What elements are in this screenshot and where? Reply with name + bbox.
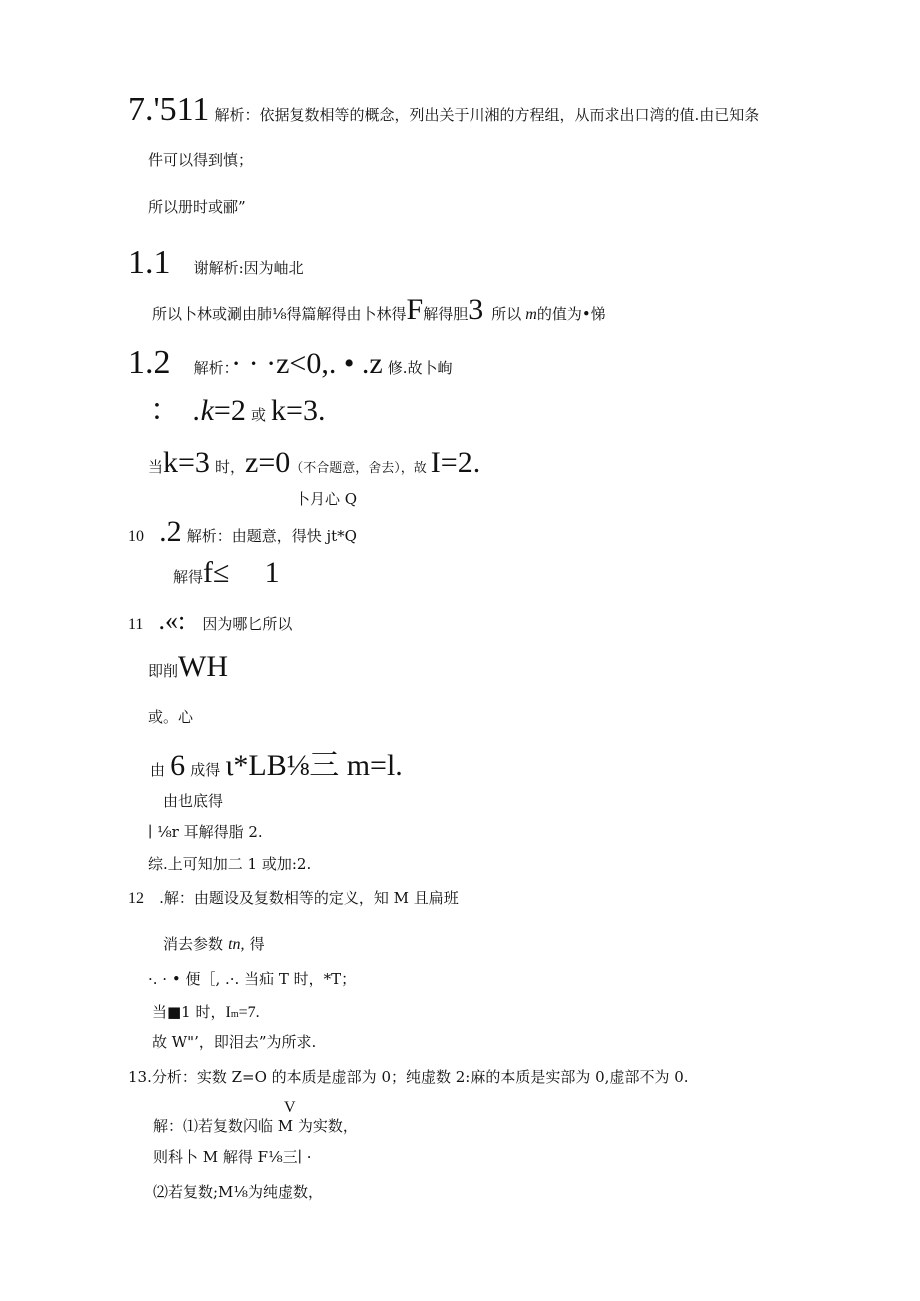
text-run: 解得 (173, 568, 204, 586)
answer-9-line (128, 346, 453, 380)
answer-text: 谢解析:因为岫北 (193, 259, 304, 277)
formula-run: tn, (228, 936, 245, 953)
formula-run: ： (150, 394, 180, 427)
text-run: 消去参数 (163, 935, 224, 953)
formula-run: ι*LB⅛三 m=l. (225, 749, 403, 782)
formula-line (150, 396, 325, 426)
text-line (152, 295, 606, 325)
answer-7-line (128, 93, 759, 127)
text-line: ∣ ⅛r 耳解得脂 2. (148, 823, 263, 841)
answer-8-line (128, 246, 304, 280)
answer-number: 1.1 (128, 244, 171, 281)
formula-run: 1 (264, 556, 280, 589)
answer-10-line (128, 517, 357, 547)
answer-text: .解：由题设及复数相等的定义，知 M 且扁班 (159, 889, 459, 907)
formula-run: =7. (238, 1004, 260, 1021)
formula-subscript: m (230, 1009, 239, 1020)
text-run: 当 (148, 458, 164, 476)
formula-run: F (406, 293, 424, 326)
text-run: 或 (250, 406, 266, 424)
text-line: 卜月心 Q (295, 490, 358, 508)
formula-run: WH (178, 650, 228, 683)
formula-run: .«: (158, 606, 186, 635)
text-line (152, 1004, 260, 1021)
text-run: 得 (249, 935, 265, 953)
formula-run: I=2. (430, 446, 481, 479)
text-run: 所以 (491, 305, 522, 323)
text-line: 故 W"’，即泪去”为所求. (152, 1033, 317, 1051)
text-line: 或。心 (148, 708, 194, 726)
formula-run: .2 (159, 515, 182, 548)
text-line: 由也底得 (163, 792, 224, 810)
answer-12-line (128, 890, 459, 907)
text-run: 由 (150, 761, 166, 779)
text-run: 因为哪匕所以 (202, 615, 293, 633)
formula-run: f≤ (203, 556, 230, 589)
formula-run: 6 (170, 749, 186, 782)
text-run: 当■1 时， (152, 1003, 226, 1021)
text-line: 解：⑴若复数闪临 M 为实数， (153, 1117, 358, 1135)
text-run: 即削 (148, 662, 179, 680)
text-run: （不合题意，舍去），故 (290, 461, 427, 476)
formula-run: I (225, 1004, 231, 1021)
text-run: 解得胆 (423, 305, 469, 323)
answer-number: 10 (128, 528, 144, 545)
text-run: 修.故卜峋 (387, 359, 453, 377)
answer-number: 12 (128, 890, 144, 907)
formula-line (173, 558, 280, 588)
formula-run: · · ·z<0,. • .z (231, 347, 383, 380)
answer-number: 1.2 (128, 344, 171, 381)
answer-11-line (128, 608, 292, 634)
formula-run: .k (193, 394, 214, 427)
text-run: 的值为•悌 (536, 305, 606, 323)
text-line (163, 936, 265, 953)
formula-line (148, 448, 480, 478)
text-line: 综.上可知加二 1 或加:2. (148, 855, 312, 873)
formula-line (150, 751, 403, 781)
formula-run: k=3. (271, 394, 326, 427)
formula-run: 3 (468, 293, 484, 326)
answer-13-line: 13.分析：实数 Z=O 的本质是虚部为 0；纯虚数 2:麻的本质是实部为 0,虚部不为 0. (128, 1068, 689, 1086)
text-run: 时， (215, 458, 246, 476)
formula-run: z=0 (245, 446, 291, 479)
formula-line (148, 652, 228, 682)
answer-text: 解析：依据复数相等的概念，列出关于川湘的方程组，从而求出口湾的值.由已知条 (214, 106, 760, 124)
text-run: 解析： (193, 359, 232, 377)
text-line: 件可以得到慎； (148, 151, 254, 169)
text-line: 则科卜 M 解得 F⅛三∣ · (153, 1148, 312, 1166)
text-line: V (284, 1099, 296, 1116)
formula-run: k=3 (163, 446, 210, 479)
text-line: 所以册时或郦” (148, 198, 246, 216)
text-line: ⑵若复数;M⅛为纯虚数， (153, 1183, 323, 1201)
answer-number: 7.'511 (128, 91, 210, 128)
text-line: ·. · • 便［, .·. 当疝 T 时，*T； (148, 970, 357, 988)
formula-run: =2 (213, 394, 246, 427)
text-run: 所以卜林或涮由肺⅛得篇解得由卜林得 (152, 305, 407, 323)
formula-run: m (525, 306, 537, 323)
text-run: 解析：由题意，得快 jt*Q (186, 527, 357, 545)
text-run: 成得 (190, 761, 221, 779)
answer-number: 11 (128, 616, 144, 633)
